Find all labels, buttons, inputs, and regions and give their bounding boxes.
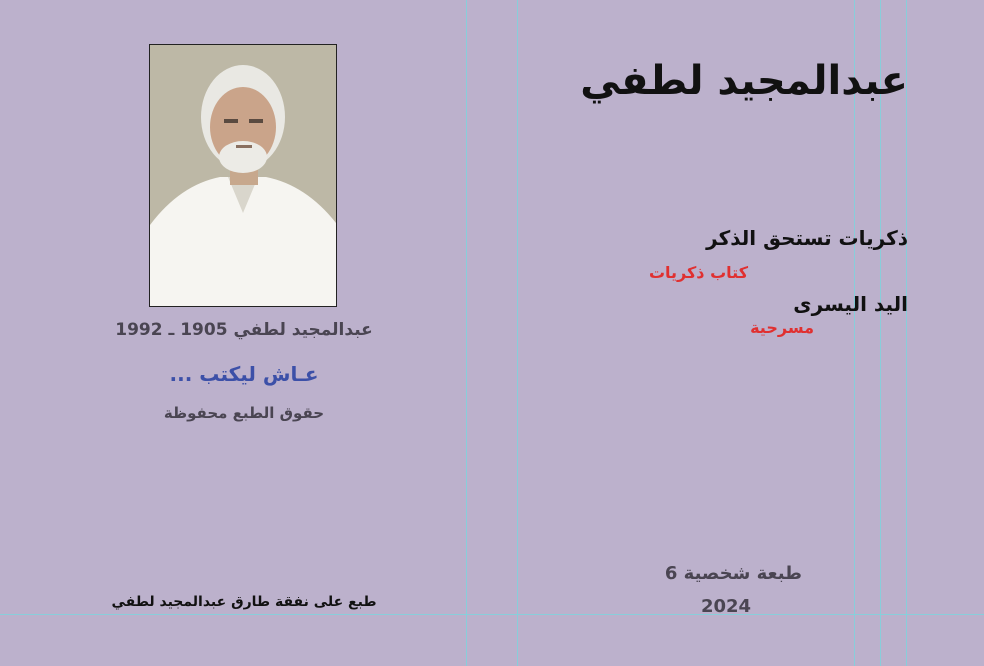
tagline: عـاش ليكتب ...	[169, 362, 319, 386]
author-years: عبدالمجيد لطفي 1905 ـ 1992	[115, 320, 373, 340]
publication-year: 2024	[700, 596, 752, 617]
work-title: اليد اليسرى	[793, 292, 908, 316]
printed-by: طبع على نفقة طارق عبدالمجيد لطفي	[111, 594, 377, 610]
work-title: ذكريات تستحق الذكر	[706, 226, 908, 250]
guide-line	[517, 0, 518, 666]
author-photo	[149, 44, 337, 307]
work-subtitle: مسرحية	[750, 318, 814, 337]
work-subtitle: كتاب ذكريات	[648, 263, 748, 282]
edition-label: طبعة شخصية 6	[664, 563, 802, 584]
guide-line	[0, 614, 984, 615]
guide-line	[466, 0, 467, 666]
book-title: عبدالمجيد لطفي	[580, 58, 908, 104]
rights-notice: حقوق الطبع محفوظة	[163, 404, 325, 422]
